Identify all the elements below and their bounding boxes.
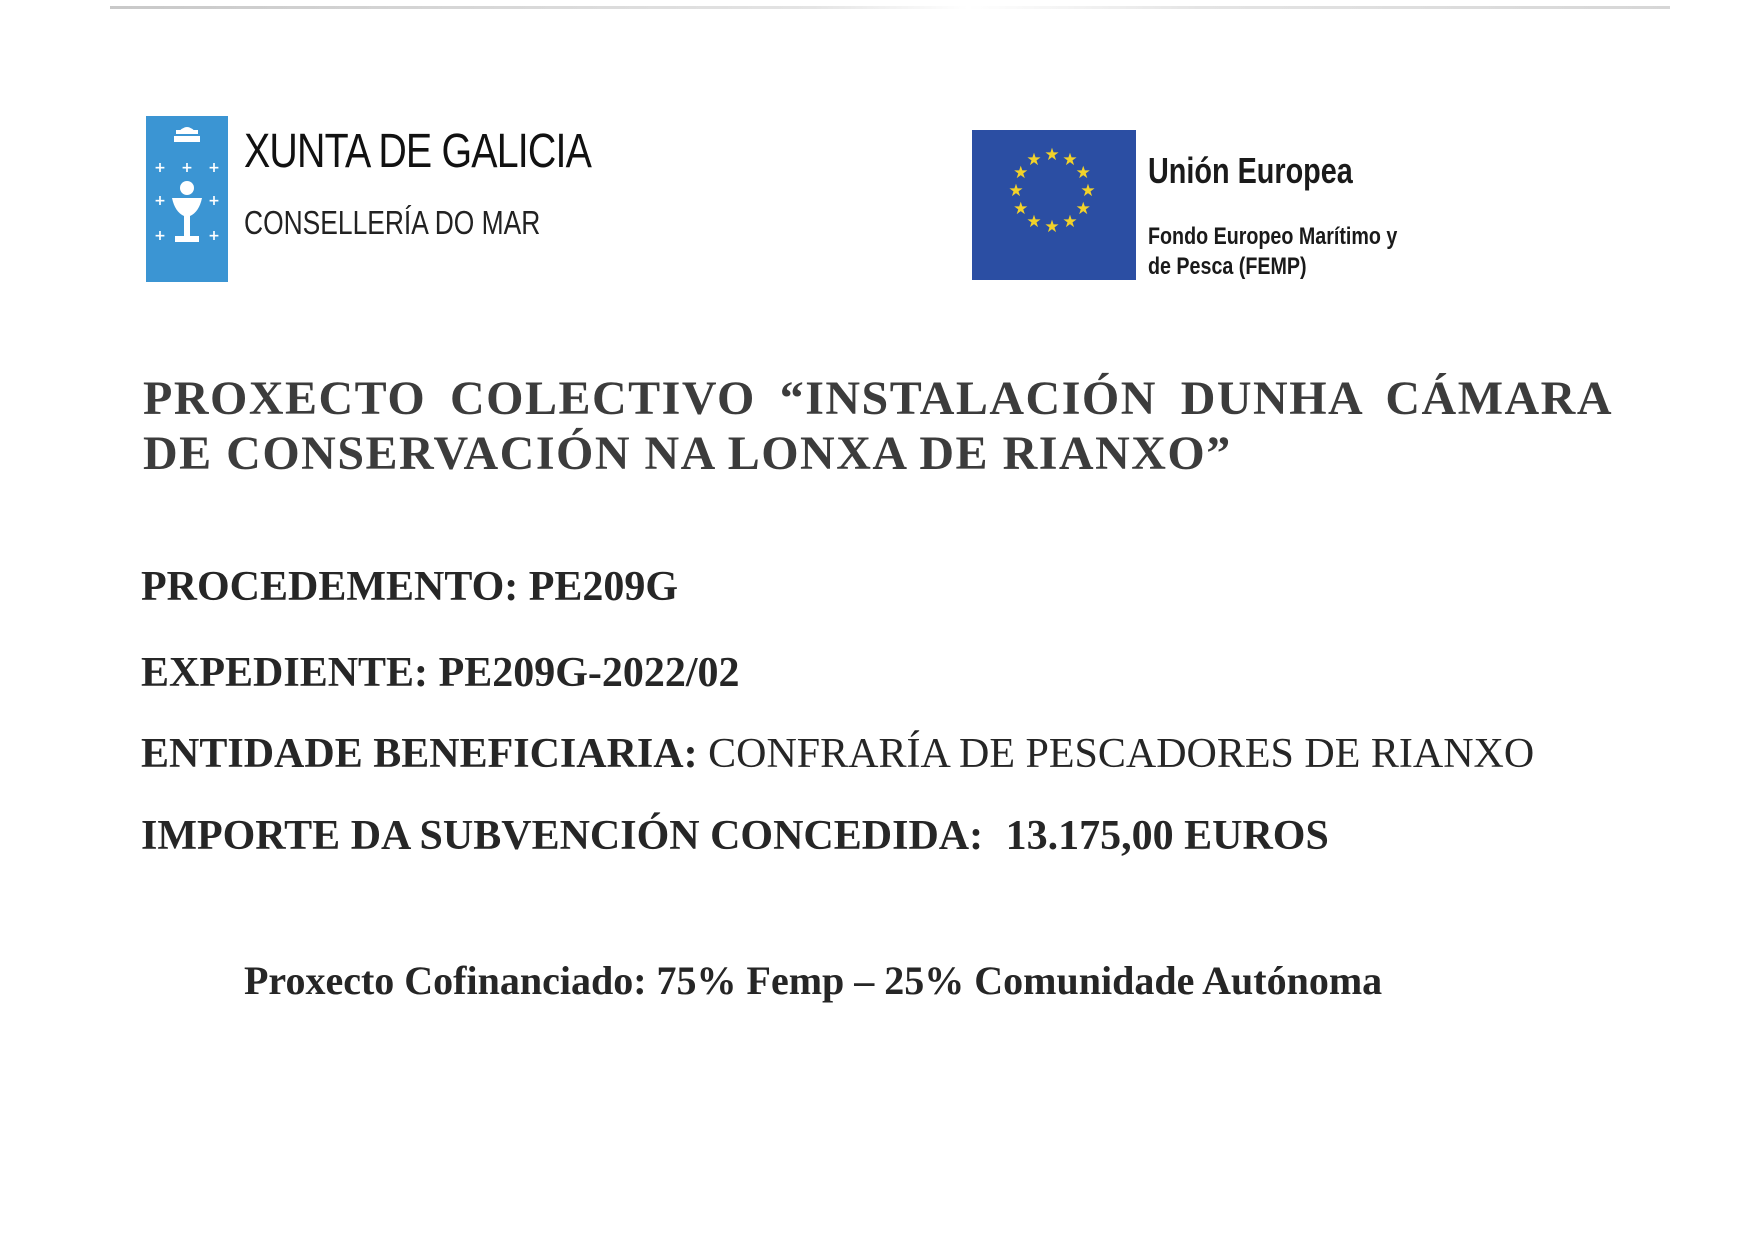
scan-edge	[110, 6, 1670, 9]
eu-subtitle: Fondo Europeo Marítimo y de Pesca (FEMP)	[1148, 223, 1398, 280]
cofinancing-note: Proxecto Cofinanciado: 75% Femp – 25% Comunidade Autónoma	[244, 958, 1383, 1003]
eu-flag-icon	[972, 130, 1136, 280]
field-label: PROCEDEMENTO:	[141, 564, 519, 610]
field-value: CONFRARÍA DE PESCADORES DE RIANXO	[708, 731, 1535, 777]
galicia-shield-icon	[146, 116, 228, 282]
svg-text:+: +	[154, 193, 166, 209]
eu-star-icon: ★	[1044, 217, 1060, 237]
svg-text:+: +	[208, 228, 220, 244]
field-value: PE209G	[528, 564, 679, 610]
field-expediente	[141, 649, 740, 697]
field-label: IMPORTE DA SUBVENCIÓN CONCEDIDA:	[141, 813, 984, 859]
field-label: EXPEDIENTE:	[141, 650, 429, 696]
svg-text:+: +	[154, 228, 166, 244]
svg-text:+: +	[181, 160, 193, 176]
svg-text:+: +	[208, 160, 220, 176]
eu-star-icon: ★	[1013, 199, 1029, 219]
svg-text:+: +	[154, 160, 166, 176]
field-label: ENTIDADE BENEFICIARIA:	[141, 731, 698, 777]
field-value: PE209G-2022/02	[438, 650, 740, 696]
project-title: PROXECTO COLECTIVO “INSTALACIÓN DUNHA CÁMARA DE CONSERVACIÓN NA LONXA DE RIANXO”	[143, 372, 1613, 480]
eu-star-icon: ★	[1075, 199, 1091, 219]
field-procedemento	[141, 563, 678, 611]
eu-star-icon: ★	[1044, 145, 1060, 165]
eu-star-icon: ★	[1013, 163, 1029, 183]
eu-star-icon: ★	[1026, 212, 1042, 233]
eu-title: Unión Europea	[1148, 150, 1353, 191]
xunta-title: XUNTA DE GALICIA	[244, 125, 592, 178]
field-importe	[141, 812, 1329, 860]
eu-star-icon: ★	[1080, 181, 1096, 201]
svg-text:+: +	[208, 193, 220, 209]
eu-star-icon: ★	[1008, 181, 1024, 201]
field-entidade	[141, 730, 1534, 778]
eu-star-icon: ★	[1075, 163, 1091, 183]
eu-star-icon: ★	[1062, 149, 1078, 170]
xunta-subtitle: CONSELLERÍA DO MAR	[244, 204, 541, 241]
eu-star-icon: ★	[1026, 149, 1042, 170]
field-value: 13.175,00 EUROS	[1005, 813, 1329, 859]
eu-star-icon: ★	[1062, 212, 1078, 233]
